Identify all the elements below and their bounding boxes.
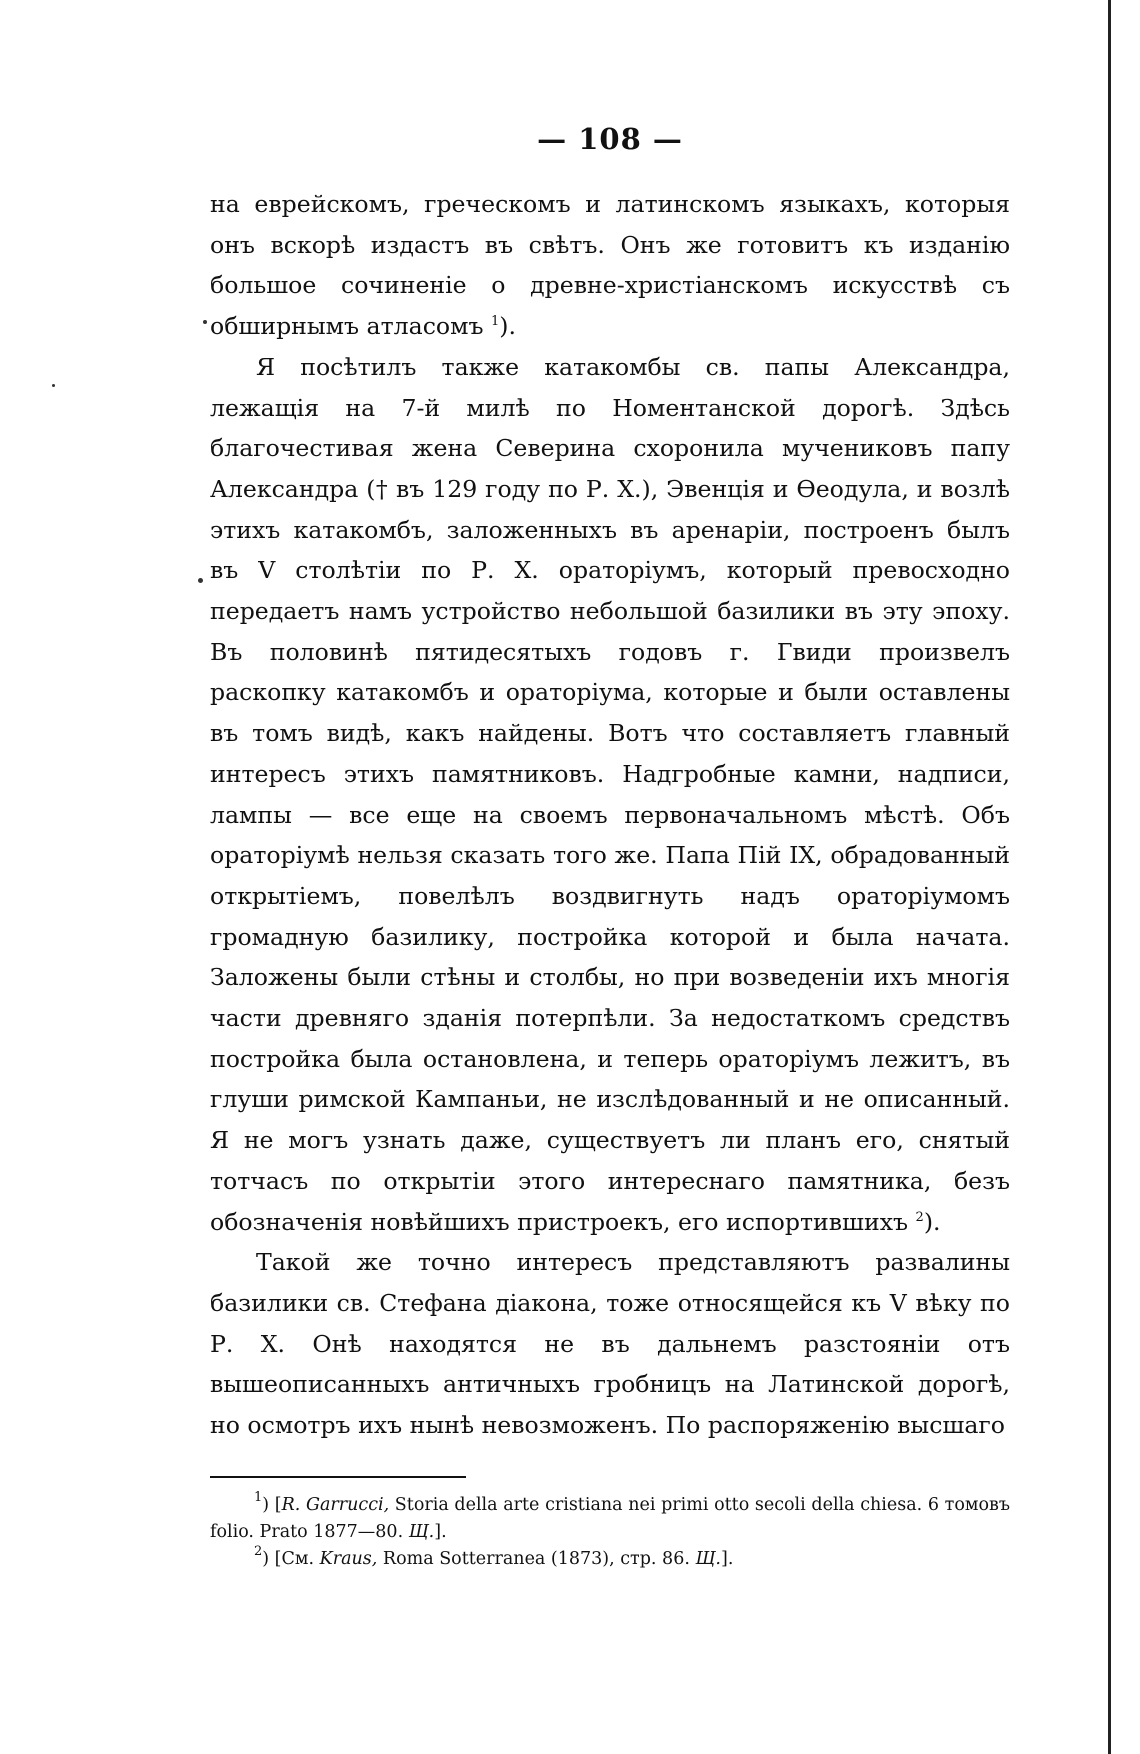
footnote-1-marker: 1 [254, 1489, 263, 1505]
footnote-1 [210, 1489, 1010, 1546]
paragraph-2 [210, 347, 1010, 1242]
footnote-ref-2: 2 [915, 1209, 924, 1225]
page-number: — 108 — [537, 122, 683, 156]
paragraph-1-text: на еврейскомъ, греческомъ и латинскомъ языкахъ, которыя онъ вскорѣ издастъ въ свѣтъ. Онъ же готовитъ къ изданію большое сочиненіе о древне-христіанскомъ искусствѣ съ обширнымъ атласомъ [210, 190, 1010, 341]
body-text [210, 184, 1010, 1446]
paragraph-1 [210, 184, 1010, 347]
footnote-1-open: ) [ [262, 1494, 282, 1515]
footnote-1-title: Storia della arte cristiana nei primi otto secoli della chiesa. 6 томовъ folio. Prato 1877—80. [210, 1494, 1010, 1542]
paragraph-2-tail: ). [923, 1207, 941, 1236]
scan-speck [52, 384, 55, 387]
footnote-2-author: Kraus, [319, 1548, 378, 1569]
paragraph-2-text: Я посѣтилъ также катакомбы св. папы Александра, лежащія на 7-й милѣ по Номентанской дорогѣ. Здѣсь благочестивая жена Северина схоронила мучениковъ папу Александра († въ 129 году по Р. Х.), Эвенція и Ѳеодула, и возлѣ этихъ катакомбъ, заложенныхъ въ аренаріи, построенъ былъ въ V столѣтіи по Р. Х. ораторіумъ, который превосходно передаетъ намъ устройство небольшой базилики въ эту эпоху. Въ половинѣ пятидесятыхъ годовъ г. Гвиди произвелъ раскопку катакомбъ и ораторіума, которые и были оставлены въ томъ видѣ, какъ найдены. Вотъ что составляетъ главный интересъ этихъ памятниковъ. Надгробные камни, надписи, лампы — все еще на своемъ первоначальномъ мѣстѣ. Объ ораторіумѣ нельзя сказать того же. Папа Пій IX, обрадованный открытіемъ, повелѣлъ воздвигнуть надъ ораторіумомъ громадную базилику, постройка которой и была начата. Заложены были стѣны и столбы, но при возведеніи ихъ многія части древняго зданія потерпѣли. За недостаткомъ средствъ постройка была остановлена, и теперь ораторіумъ лежитъ, въ глуши римской Кампаньи, не изслѣдованный и не описанный. Я не могъ узнать даже, существуетъ ли планъ его, снятый тотчасъ по открытіи этого интереснаго памятника, безъ обозначенія новѣйшихъ пристроекъ, его испортившихъ [210, 352, 1010, 1236]
paragraph-1-tail: ). [499, 312, 516, 341]
footnote-2 [210, 1543, 1010, 1573]
paragraph-3 [210, 1242, 1010, 1446]
footnote-1-author: R. Garrucci, [281, 1494, 390, 1515]
paragraph-3-text: Такой же точно интересъ представляютъ развалины базилики св. Стефана діакона, тоже относящейся къ V вѣку по Р. Х. Онѣ находятся не въ дальнемъ разстояніи отъ вышеописанныхъ античныхъ гробницъ на Латинской дорогѣ, но осмотръ ихъ нынѣ невозможенъ. По распоряженію высшаго [210, 1248, 1010, 1440]
footnotes [210, 1489, 1010, 1573]
footnote-2-close: ]. [721, 1548, 734, 1569]
book-page [210, 122, 1010, 1573]
footnote-2-signature: Щ. [695, 1548, 721, 1569]
footnote-rule [210, 1476, 466, 1478]
footnote-2-open: ) [См. [262, 1548, 320, 1569]
footnote-1-signature: Щ. [408, 1521, 435, 1542]
footnote-2-title: Roma Sotterranea (1873), стр. 86. [377, 1548, 696, 1569]
scan-speck [198, 578, 203, 583]
footnote-ref-1: 1 [491, 314, 500, 330]
scan-speck [203, 320, 207, 324]
footnote-2-marker: 2 [254, 1543, 263, 1559]
scan-edge-line [1108, 0, 1111, 1754]
footnote-1-close: ]. [434, 1521, 447, 1542]
